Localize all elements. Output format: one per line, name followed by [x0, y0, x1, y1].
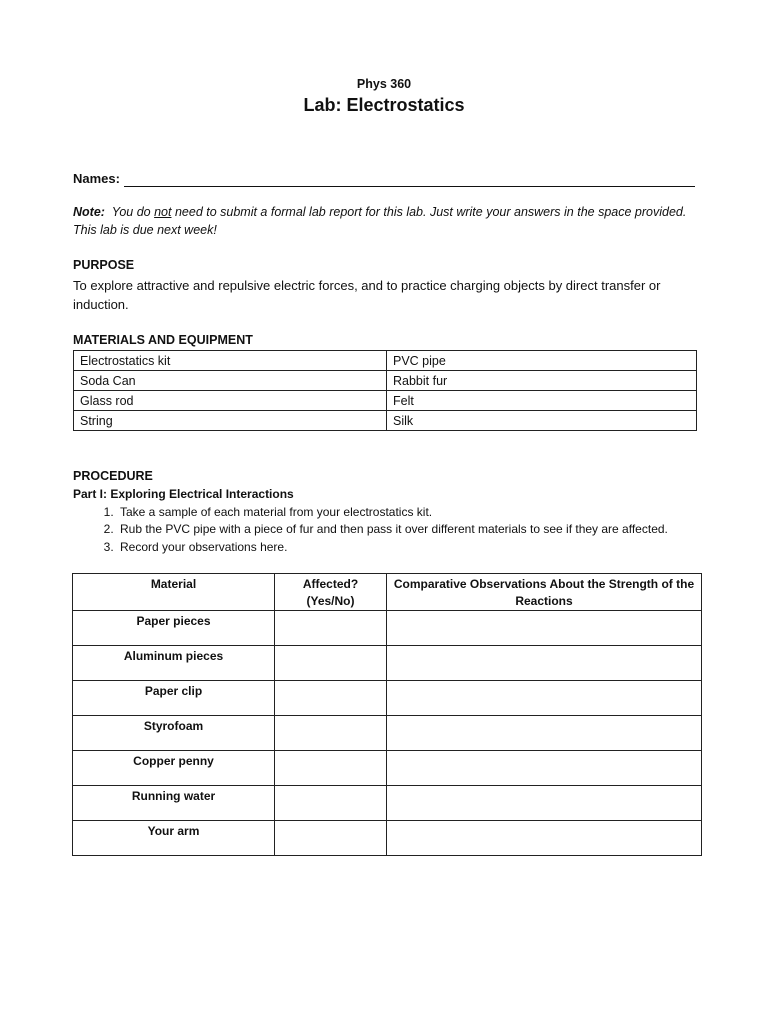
note-paragraph	[73, 203, 703, 239]
procedure-section	[73, 486, 713, 556]
table-cell: Rabbit fur	[387, 371, 697, 391]
page-title: Lab: Electrostatics	[303, 95, 465, 115]
purpose-heading: PURPOSE	[73, 258, 135, 272]
material-cell: Paper pieces	[73, 611, 275, 646]
material-cell: Copper penny	[73, 751, 275, 786]
purpose-text: To explore attractive and repulsive electric forces, and to practice charging objects by direct transfer or induction.	[73, 278, 661, 312]
list-item: 3. Record your observations here.	[117, 539, 713, 557]
affected-input-cell[interactable]	[275, 751, 387, 786]
part-title: Part I: Exploring Electrical Interactions	[73, 487, 294, 501]
note-label: Note:	[73, 205, 105, 219]
names-label: Names:	[73, 171, 120, 186]
note-text-before: You do	[111, 205, 155, 219]
table-cell: Felt	[387, 391, 697, 411]
observation-input-cell[interactable]	[387, 821, 702, 856]
affected-input-cell[interactable]	[275, 646, 387, 681]
affected-input-cell[interactable]	[275, 786, 387, 821]
names-underline[interactable]	[124, 186, 695, 187]
observation-input-cell[interactable]	[387, 646, 702, 681]
material-cell: Styrofoam	[73, 716, 275, 751]
material-cell: Running water	[73, 786, 275, 821]
table-row	[73, 716, 702, 751]
material-cell: Paper clip	[73, 681, 275, 716]
table-row	[73, 646, 702, 681]
materials-table	[73, 350, 697, 431]
table-row	[73, 751, 702, 786]
material-cell: Aluminum pieces	[73, 646, 275, 681]
names-field[interactable]	[73, 171, 695, 189]
list-item: 1. Take a sample of each material from your electrostatics kit.	[117, 504, 713, 522]
affected-input-cell[interactable]	[275, 821, 387, 856]
table-row	[74, 411, 697, 431]
affected-input-cell[interactable]	[275, 611, 387, 646]
table-row	[74, 371, 697, 391]
observation-input-cell[interactable]	[387, 716, 702, 751]
affected-input-cell[interactable]	[275, 716, 387, 751]
table-cell: Glass rod	[74, 391, 387, 411]
table-cell: Electrostatics kit	[74, 351, 387, 371]
table-cell: PVC pipe	[387, 351, 697, 371]
header-material: Material	[73, 574, 275, 611]
list-item: 2. Rub the PVC pipe with a piece of fur and then pass it over different materials to see if they are affected.	[117, 521, 713, 539]
header-affected: Affected? (Yes/No)	[275, 574, 387, 611]
course-code: Phys 360	[356, 77, 412, 91]
observation-input-cell[interactable]	[387, 681, 702, 716]
affected-input-cell[interactable]	[275, 681, 387, 716]
observation-input-cell[interactable]	[387, 751, 702, 786]
note-text-after: need to submit a formal lab report for this lab. Just write your answers in the space provided. This lab is due next week!	[73, 205, 687, 237]
table-cell: String	[74, 411, 387, 431]
table-cell: Soda Can	[74, 371, 387, 391]
observation-input-cell[interactable]	[387, 611, 702, 646]
observation-input-cell[interactable]	[387, 786, 702, 821]
materials-heading: MATERIALS AND EQUIPMENT	[73, 333, 253, 347]
table-row	[74, 351, 697, 371]
table-row	[73, 821, 702, 856]
material-cell: Your arm	[73, 821, 275, 856]
header-observations: Comparative Observations About the Strength of the Reactions	[387, 574, 702, 611]
observations-table	[72, 573, 702, 856]
table-header-row	[73, 574, 702, 611]
table-row	[73, 681, 702, 716]
procedure-steps	[73, 504, 713, 557]
table-row	[73, 611, 702, 646]
table-cell: Silk	[387, 411, 697, 431]
note-underlined-word: not	[154, 205, 172, 219]
table-row	[74, 391, 697, 411]
procedure-heading: PROCEDURE	[73, 469, 153, 483]
table-row	[73, 786, 702, 821]
